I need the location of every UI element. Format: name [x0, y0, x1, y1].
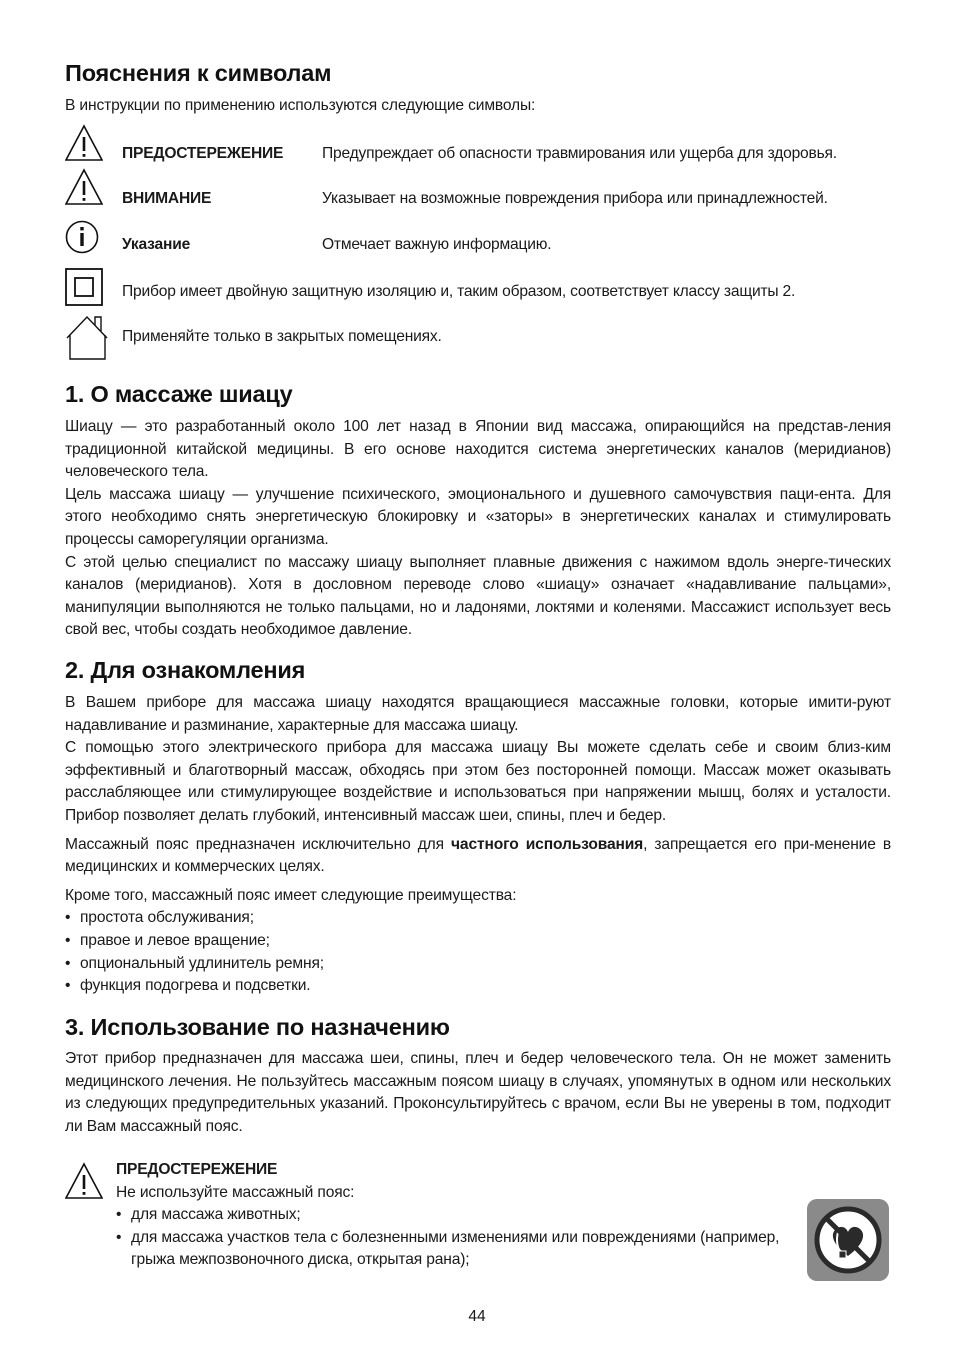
- symbol-label-caution: ВНИМАНИЕ: [122, 190, 212, 207]
- double-insulation-icon: [65, 268, 103, 306]
- warning-intro: Не используйте массажный пояс:: [116, 1183, 355, 1201]
- info-circle-icon: [65, 220, 99, 254]
- section2-paragraph: В Вашем приборе для массажа шиацу находятся вращающиеся массажные головки, которые имити-руют надавливание и разминание, характерные для массажа шиацу.: [65, 694, 891, 734]
- section1-body: [65, 416, 891, 642]
- section2-paragraph: С помощью этого электрического прибора для массажа шиацу Вы можете сделать себе и своим близ-ким эффективный и благотворный массаж, обходясь при этом без посторонней помощи. Массаж может оказывать расслабляющее или стимулирующее воздействие и использоваться при напряжении мышц, болях и усталости. Прибор позволяет делать глубокий, интенсивный массаж шеи, спины, плеч и бедер.: [65, 739, 891, 824]
- section2-paragraph-private: [65, 834, 891, 879]
- warning-list: [116, 1204, 796, 1272]
- section2-body: [65, 692, 891, 998]
- page-number: 44: [468, 1308, 486, 1325]
- section1-title: 1. О массаже шиацу: [65, 381, 293, 407]
- warning-triangle-icon: [65, 124, 103, 162]
- symbols-title: Пояснения к символам: [65, 60, 332, 86]
- symbol-label-note: Указание: [122, 236, 191, 253]
- private-use-text: Массажный пояс предназначен исключительно для: [65, 835, 452, 853]
- symbol-desc-insulation: Прибор имеет двойную защитную изоляцию и, таким образом, соответствует классу защиты 2.: [122, 283, 796, 300]
- symbol-row-indoor: [65, 314, 891, 360]
- list-item: • функция подогрева и подсветки.: [65, 975, 891, 998]
- list-item: • для массажа животных;: [116, 1204, 796, 1227]
- warning-block: [116, 1159, 796, 1272]
- private-use-text-end: , запрещается его при-менение в медицинских и коммерческих целях.: [65, 835, 891, 876]
- section2-title: 2. Для ознакомления: [65, 657, 306, 683]
- symbol-desc-note: Отмечает важную информацию.: [322, 236, 552, 253]
- section2-advantages-intro: Кроме того, массажный пояс имеет следующие преимущества:: [65, 886, 517, 904]
- symbol-row-caution: [65, 168, 891, 212]
- symbol-row-insulation: [65, 268, 891, 308]
- list-item: • опциональный удлинитель ремня;: [65, 953, 891, 976]
- symbol-desc-caution: Указывает на возможные повреждения прибора или принадлежностей.: [322, 190, 828, 207]
- advantages-list: [65, 907, 891, 997]
- list-item: • правое и левое вращение;: [65, 930, 891, 953]
- section1-paragraph: Цель массажа шиацу — улучшение психического, эмоционального и душевного самочувствия паци-ента. Для этого необходимо снять энергетическую блокировку и «заторы» в энергетических каналах и стимулировать процессы саморегуляции организма.: [65, 485, 891, 548]
- section3-title: 3. Использование по назначению: [65, 1014, 450, 1040]
- indoor-house-icon: [65, 314, 109, 360]
- section1-paragraph: Шиацу — это разработанный около 100 лет назад в Японии вид массажа, опирающийся на представ-ления традиционной китайской медицины. В его основе находится система энергетических каналов (меридианов) человеческого тела.: [65, 418, 891, 481]
- symbol-row-danger: [65, 124, 891, 168]
- symbols-intro: В инструкции по применению используются следующие символы:: [65, 97, 536, 114]
- symbol-label-danger: ПРЕДОСТЕРЕЖЕНИЕ: [122, 145, 284, 162]
- no-pacemaker-icon: [806, 1198, 890, 1282]
- symbol-row-note: [65, 220, 891, 260]
- list-item: • для массажа участков тела с болезненными изменениями или повреждениями (например, грыжа межпозвоночного диска, открытая рана);: [116, 1227, 796, 1272]
- private-use-bold: частного использования: [451, 835, 644, 853]
- section3-paragraph: Этот прибор предназначен для массажа шеи, спины, плеч и бедер человеческого тела. Он не может заменить медицинского лечения. Не пользуйтесь массажным поясом шиацу в случаях, упомянутых в одном или нескольких из следующих предупредительных указаний. Проконсультируйтесь с врачом, если Вы не уверены в том, подходит ли Вам массажный пояс.: [65, 1050, 891, 1135]
- warning-label: ПРЕДОСТЕРЕЖЕНИЕ: [116, 1161, 278, 1178]
- list-item: • простота обслуживания;: [65, 907, 891, 930]
- symbol-desc-indoor: Применяйте только в закрытых помещениях.: [122, 328, 442, 345]
- warning-triangle-icon: [65, 1162, 103, 1200]
- section1-paragraph: С этой целью специалист по массажу шиацу выполняет плавные движения с нажимом вдоль энерге-тических каналов (меридианов). Хотя в дословном переводе слово «шиацу» означает «надавливание пальцами», манипуляции выполняются не только пальцами, но и ладонями, локтями и коленями. Массажист использует весь свой вес, чтобы создать необходимое давление.: [65, 553, 891, 639]
- symbol-desc-danger: Предупреждает об опасности травмирования или ущерба для здоровья.: [322, 145, 837, 162]
- warning-triangle-icon: [65, 168, 103, 206]
